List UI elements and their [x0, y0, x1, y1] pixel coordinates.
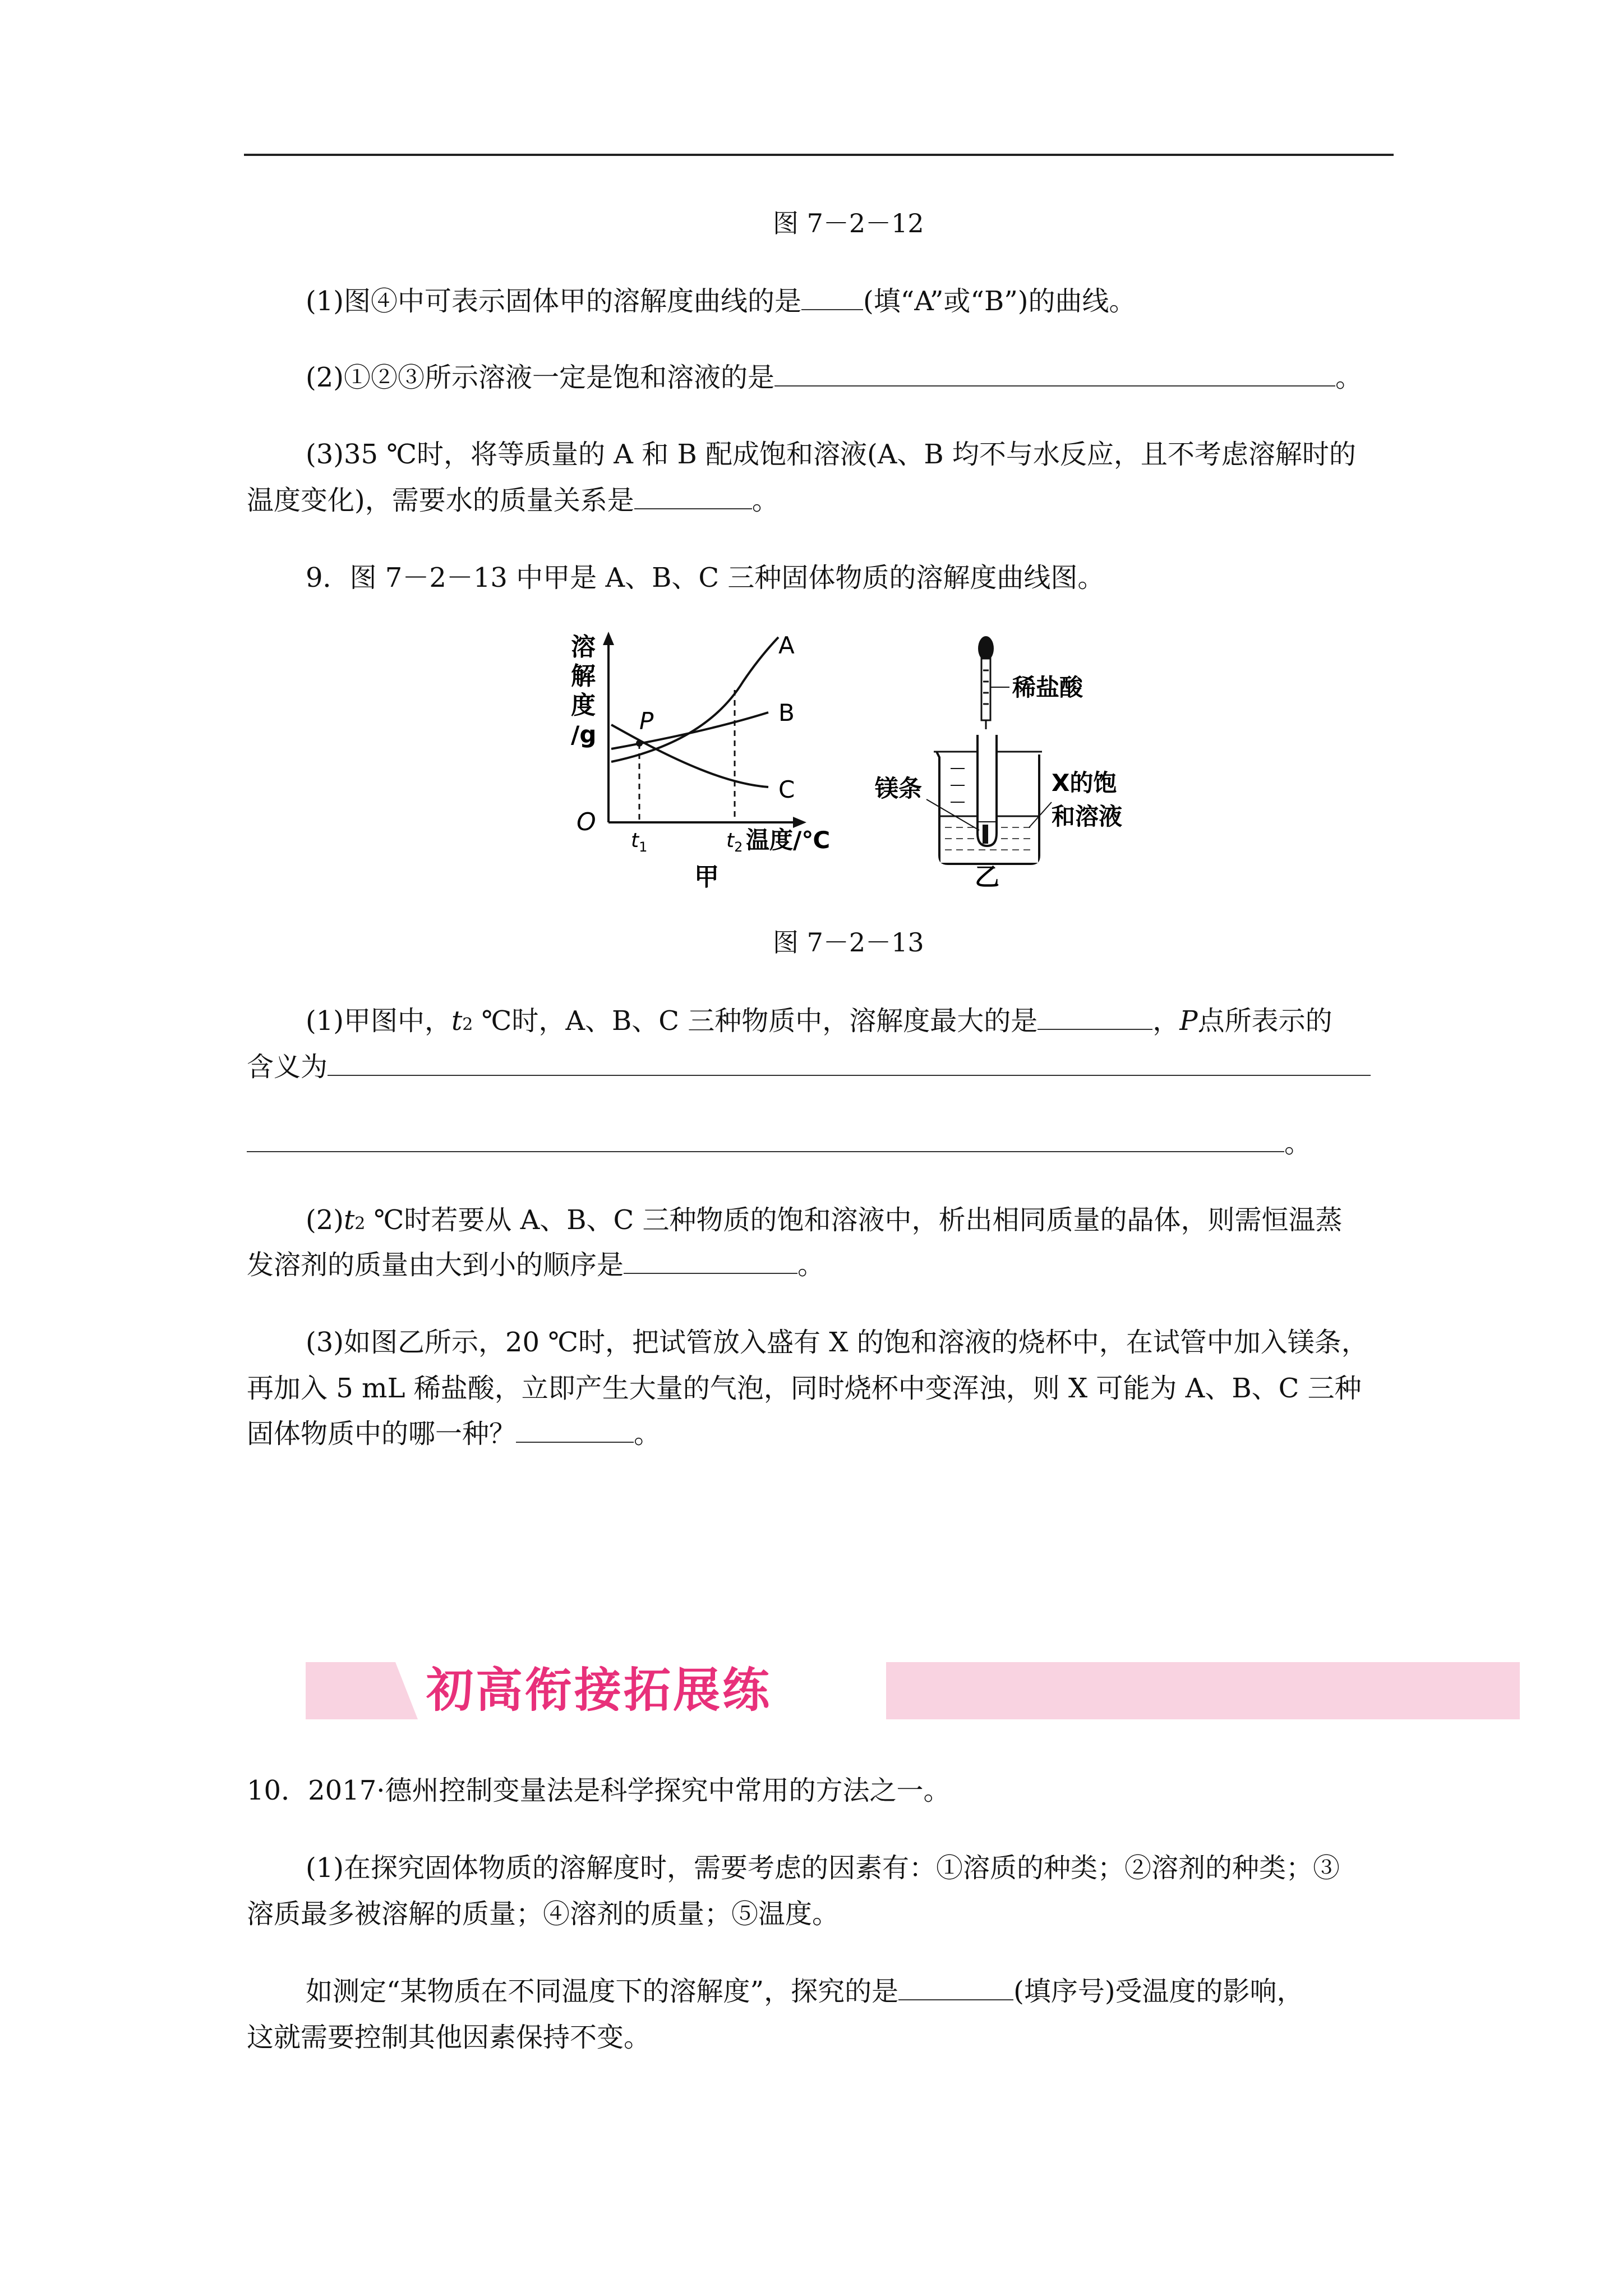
q9-part1-tsub: 2	[462, 1015, 473, 1034]
ylabel-char-3: 度	[571, 691, 596, 720]
q9-part2-t: t	[344, 1204, 355, 1236]
q8-part1-text: (1)图④中可表示固体甲的溶解度曲线的是	[306, 286, 801, 317]
q8-part3-line2	[247, 478, 779, 523]
solution-label-1: X的饱	[1052, 769, 1117, 797]
q9-part1-blank-3[interactable]	[247, 1126, 1284, 1152]
q9-part1-t: t	[451, 1005, 463, 1037]
q9-part1-line2	[247, 1045, 1371, 1089]
q9-part3-end: 。	[634, 1418, 661, 1450]
banner-right-bar	[886, 1662, 1520, 1719]
q8-part1-text-end: (填“A”或“B”)的曲线。	[863, 286, 1136, 317]
curve-b-label: B	[778, 699, 795, 726]
q9-part2-text: (2)	[306, 1204, 344, 1236]
q10-part2-line2: 这就需要控制其他因素保持不变。	[247, 2022, 651, 2053]
q9-part2-line2	[247, 1243, 824, 1287]
q9-part1-blank-1[interactable]	[1038, 1004, 1152, 1030]
curve-c-label: C	[778, 776, 795, 803]
curve-a-label: A	[778, 632, 795, 659]
q10-part2-text: 如测定“某物质在不同温度下的溶解度”，探究的是	[306, 1976, 899, 2007]
point-p-label: P	[639, 707, 654, 735]
t1-label	[631, 829, 647, 855]
q9-part1-line3-end: 。	[1284, 1128, 1312, 1159]
header-rule	[244, 154, 1394, 156]
beaker-apparatus-figure	[875, 634, 1166, 892]
t2-main: t	[726, 829, 735, 852]
q8-part2-text-end: 。	[1335, 362, 1363, 393]
q8-part1	[306, 279, 1136, 324]
q9-part3-line3	[247, 1411, 661, 1456]
dropper-bulb	[978, 636, 994, 661]
ylabel-char-1: 溶	[571, 633, 596, 661]
banner-left-wedge	[306, 1662, 418, 1719]
q9-part1-end: 点所表示的	[1197, 1005, 1332, 1037]
t2-label	[726, 829, 743, 855]
q9-part1-text: (1)甲图中，	[306, 1005, 451, 1037]
x-axis-label: 温度/℃	[746, 826, 831, 854]
dropper-tube	[981, 659, 990, 720]
solubility-curve-figure	[555, 623, 880, 892]
q8-part3-blank[interactable]	[634, 484, 752, 509]
q9-part2-blank[interactable]	[624, 1248, 797, 1274]
q9-part2-end: ℃时若要从 A、B、C 三种物质的饱和溶液中，析出相同质量的晶体，则需恒温蒸	[365, 1204, 1343, 1236]
section-banner-title: 初高衔接拓展练	[426, 1663, 772, 1718]
magnesium-strip	[983, 825, 988, 844]
q9-part2-line2-text: 发溶剂的质量由大到小的顺序是	[247, 1249, 624, 1281]
q10-part1-line2: 溶质最多被溶解的质量；④溶剂的质量；⑤温度。	[247, 1898, 840, 1930]
q10-part2-line1	[306, 1969, 1304, 2014]
q10-stem: 10．2017·德州控制变量法是科学探究中常用的方法之一。	[247, 1775, 951, 1806]
t1-main: t	[631, 829, 639, 852]
q9-part1-line3	[247, 1121, 1311, 1166]
q9-part2-tsub: 2	[354, 1214, 366, 1234]
q9-part3-line2: 再加入 5 mL 稀盐酸，立即产生大量的气泡，同时烧杯中变浑浊，则 X 可能为 A、B、C 三种	[247, 1373, 1362, 1404]
q9-part2-line2-end: 。	[797, 1249, 825, 1281]
q10-part2-blank[interactable]	[898, 1975, 1013, 2000]
q9-part1-p: P	[1179, 1005, 1198, 1037]
q9-part3-text: 固体物质中的哪一种？	[247, 1418, 517, 1450]
q8-part2	[306, 355, 1362, 400]
q9-part1-line2-text: 含义为	[247, 1051, 328, 1083]
point-p	[636, 740, 643, 747]
figure-caption-7-2-13: 图 7－2－13	[773, 927, 924, 958]
q9-part3-blank[interactable]	[516, 1417, 634, 1443]
q9-part1-mid: ℃时，A、B、C 三种物质中，溶解度最大的是	[473, 1005, 1038, 1037]
figure-a-caption: 甲	[694, 863, 719, 891]
mg-label: 镁条	[875, 775, 923, 802]
q9-part2-line1	[306, 1198, 1343, 1246]
q9-part1-blank-2[interactable]	[328, 1050, 1371, 1076]
t2-sub: 2	[734, 839, 743, 855]
t1-sub: 1	[639, 839, 648, 855]
ylabel-char-2: 解	[571, 662, 596, 691]
q8-part2-blank[interactable]	[774, 361, 1335, 386]
q9-part1-line1: (1)甲图中，t2 ℃时，A、B、C 三种物质中，溶解度最大的是 ，P点所表示的	[306, 1005, 1332, 1037]
q10-part2-end: (填序号)受温度的影响，	[1013, 1976, 1304, 2007]
figure-b-caption: 乙	[975, 863, 999, 891]
q10-part1-line1: (1)在探究固体物质的溶解度时，需要考虑的因素有：①溶质的种类；②溶剂的种类；③	[306, 1852, 1340, 1884]
figure-caption-7-2-12: 图 7－2－12	[773, 208, 924, 238]
q8-part3-text-end: 。	[751, 485, 779, 516]
q9-stem: 9．图 7－2－13 中甲是 A、B、C 三种固体物质的溶解度曲线图。	[306, 562, 1105, 593]
origin-label: O	[577, 808, 596, 836]
q8-part3-text: 温度变化)，需要水的质量关系是	[247, 485, 634, 516]
q9-part3-line1: (3)如图乙所示，20 ℃时，把试管放入盛有 X 的饱和溶液的烧杯中，在试管中加入镁条，	[306, 1327, 1368, 1358]
acid-label: 稀盐酸	[1012, 674, 1083, 701]
q8-part1-blank[interactable]	[801, 284, 863, 310]
curve-b	[611, 712, 768, 749]
y-axis-arrow	[603, 632, 614, 645]
q8-part3-line1: (3)35 ℃时，将等质量的 A 和 B 配成饱和溶液(A、B 均不与水反应，且不考虑溶解时的	[306, 439, 1356, 470]
ylabel-char-4: /g	[571, 721, 597, 748]
q8-part2-text: (2)①②③所示溶液一定是饱和溶液的是	[306, 362, 774, 393]
solution-label-2: 和溶液	[1052, 803, 1123, 830]
